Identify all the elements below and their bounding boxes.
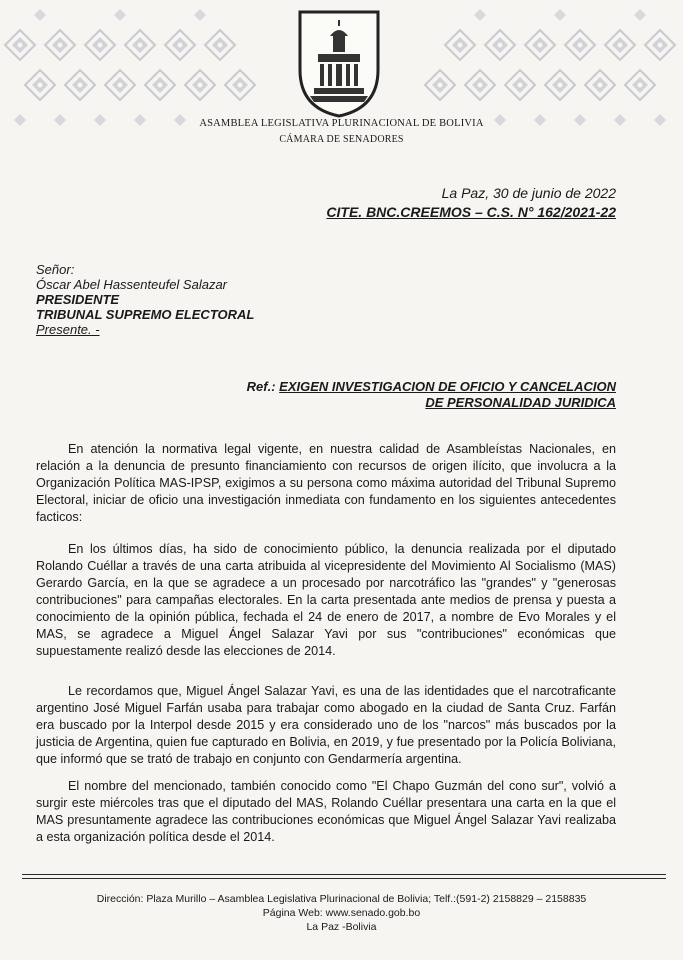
footer <box>0 892 683 934</box>
reference-line-1: EXIGEN INVESTIGACION DE OFICIO Y CANCELACION <box>279 379 616 394</box>
addressee-title: PRESIDENTE <box>36 292 120 307</box>
paragraph-2: En los últimos días, ha sido de conocimiento público, la denuncia realizada por el diputado Rolando Cuéllar a través de una carta atribuida al vicepresidente del Movimiento Al Socialismo (MAS) Gerardo García, en la que se agradece a un procesado por narcotráfico las "grandes" y "generosas contribuciones" para campañas electorales. En la carta presentada ante medios de prensa y puesta a conocimiento de la opinión pública, fechada el 24 de enero de 2017, a nombre de Evo Morales y el MAS, se agradece a Miguel Ángel Salazar Yavi por sus "contribuciones" económicas que supuestamente realizó desde las elecciones de 2014. <box>36 542 616 658</box>
footer-divider <box>22 874 666 875</box>
institution-name: ASAMBLEA LEGISLATIVA PLURINACIONAL DE BOLIVIA <box>199 118 484 129</box>
salutation: Señor: <box>36 262 75 277</box>
date-block <box>326 184 616 222</box>
presente-line: Presente. - <box>36 322 100 337</box>
paragraph-4: El nombre del mencionado, también conocido como "El Chapo Guzmán del cono sur", volvió a surgir este miércoles tras que el diputado del MAS, Rolando Cuéllar presentara una carta en la que el MAS presuntamente agradece las contribuciones económicas que Miguel Ángel Salazar Yavi realizaba a esta organización política desde el 2014. <box>36 779 616 844</box>
footer-city: La Paz -Bolivia <box>306 921 377 933</box>
chamber-name: CÁMARA DE SENADORES <box>279 134 404 145</box>
reference-line-2: DE PERSONALIDAD JURIDICA <box>425 395 616 410</box>
paragraph-3: Le recordamos que, Miguel Ángel Salazar Yavi, es una de las identidades que el narcotraficante argentino José Miguel Farfán usaba para trabajar como abogado en la ciudad de Santa Cruz. Farfán era buscado por la Interpol desde 2015 y era considerado uno de los "narcos" más buscados por la justicia de Argentina, quien fue capturado en Bolivia, en 2019, y fue presentado por la Policía Boliviana, que informó que se trató de trabajo en conjunto con Gendarmería argentina. <box>36 684 616 766</box>
cite-number: CITE. BNC.CREEMOS – C.S. N° 162/2021-22 <box>326 204 616 220</box>
date-line: La Paz, 30 de junio de 2022 <box>441 185 616 201</box>
addressee-organization: TRIBUNAL SUPREMO ELECTORAL <box>36 307 255 322</box>
legislative-palace-seal-icon <box>290 10 388 118</box>
paragraph-1: En atención la normativa legal vigente, en nuestra calidad de Asambleístas Nacionales, en relación a la denuncia de presunto financiamiento con recursos de origen ilícito, que involucra a la Organización Política MAS-IPSP, exigimos a su persona como máxima autoridad del Tribunal Supremo Electoral, iniciar de oficio una investigación inmediata con fundamento en los siguientes antecedentes facticos: <box>36 442 616 524</box>
reference-block <box>247 379 616 411</box>
footer-divider-second <box>22 878 666 879</box>
addressee-name: Óscar Abel Hassenteufel Salazar <box>36 277 228 292</box>
addressee-block <box>36 262 254 337</box>
footer-address: Dirección: Plaza Murillo – Asamblea Legislativa Plurinacional de Bolivia; Telf.:(591-2) 2158829 – 2158835 <box>96 893 587 905</box>
reference-label: Ref.: <box>246 379 276 394</box>
footer-web: Página Web: www.senado.gob.bo <box>262 907 421 919</box>
